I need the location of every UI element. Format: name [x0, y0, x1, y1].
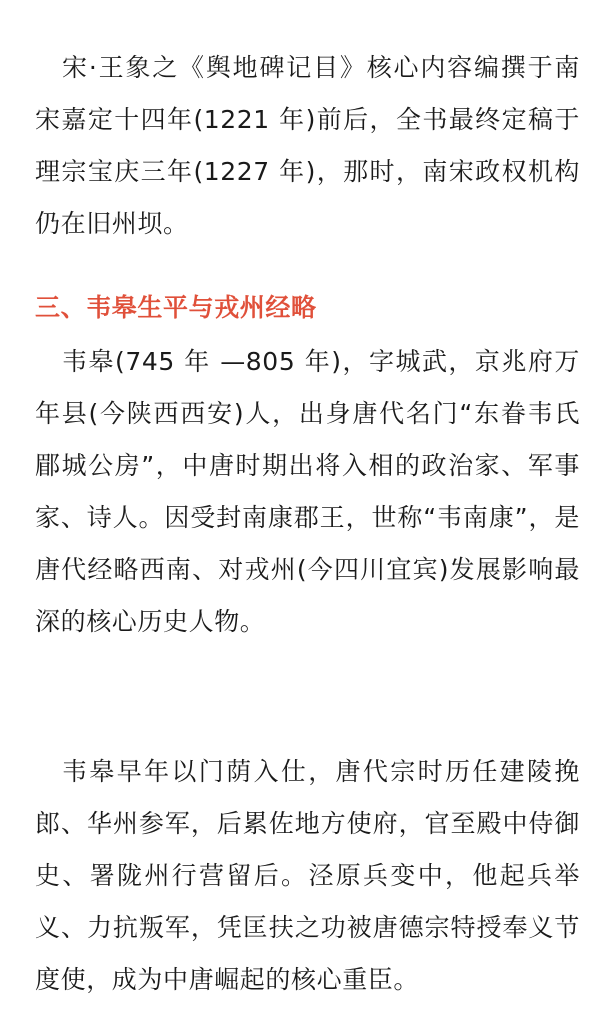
paragraph-wei-gao-bio: 韦皋(745 年 —805 年)，字城武，京兆府万年县(今陕西西安)人，出身唐代名门“东眷韦氏郿城公房”，中唐时期出将入相的政治家、军事家、诗人。因受封南康郡王，世称“韦南康”，是唐代经略西南、对戎州(今四川宜宾)发展影响最深的核心历史人物。 — [35, 347, 580, 636]
paragraph-book-dating: 宋·王象之《舆地碑记目》核心内容编撰于南宋嘉定十四年(1221 年)前后，全书最终定稿于理宗宝庆三年(1227 年)，那时，南宋政权机构仍在旧州坝。 — [35, 53, 580, 238]
section-heading: 三、韦皋生平与戎州经略 — [35, 293, 317, 322]
paragraph-wei-gao-career: 韦皋早年以门荫入仕，唐代宗时历任建陵挽郎、华州参军，后累佐地方使府，官至殿中侍御史、署陇州行营留后。泾原兵变中，他起兵举义、力抗叛军，凭匡扶之功被唐德宗特授奉义节度使，成为中唐崛起的核心重臣。 — [35, 757, 580, 994]
